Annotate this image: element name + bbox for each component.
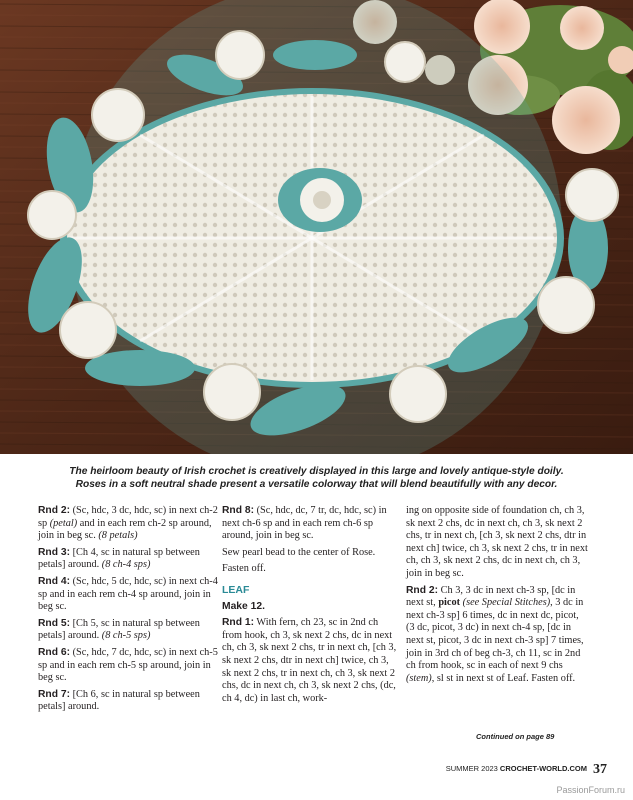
column-3 xyxy=(406,505,588,689)
round-8: Rnd 8: (Sc, hdc, dc, 7 tr, dc, hdc, sc) in next ch-6 sp and in each rem ch-6 sp around, join in beg sc. xyxy=(222,505,387,542)
fasten-off: Fasten off. xyxy=(222,563,266,575)
leaf-round-1: Rnd 1: With fern, ch 23, sc in 2nd ch from hook, ch 3, sk next 2 chs, dc in next ch, ch 3, sk next 2 chs, tr in next ch, [ch 3, sk next 2 chs, dtr in next ch] twice, ch 3, sk next 2 chs, tr in next ch, ch 3, sk next 2 chs, dc in next ch, ch 3, sk next 2 chs, (dc, ch 4, dc) in last ch, work- xyxy=(222,617,397,704)
caption-line-1: The heirloom beauty of Irish crochet is creatively displayed in this large and lovely antique-style doily. xyxy=(69,466,564,477)
leaf-round-1-continued: ing on opposite side of foundation ch, ch 3, sk next 2 chs, dc in next ch, ch 3, sk next 2 chs, tr in next ch, [ch 3, sk next 2 chs, dtr in next ch] twice, ch 3, sk next 2 chs, tr in next ch, ch 3, sk next 2 chs, dc in next ch, ch 3, join in beg sc. xyxy=(406,505,588,579)
round-6: Rnd 6: (Sc, hdc, 7 dc, hdc, sc) in next ch-5 sp and in each rem ch-5 sp around, join in beg sc. xyxy=(38,646,218,684)
issue-label: SUMMER 2023 xyxy=(445,764,500,773)
column-1 xyxy=(38,505,218,718)
round-3: Rnd 3: [Ch 4, sc in natural sp between petals] around. (8 ch-4 sps) xyxy=(38,546,200,571)
caption-line-2: Roses in a soft neutral shade present a versatile colorway that will blend beautifully with any decor. xyxy=(75,479,558,490)
make-count: Make 12. xyxy=(222,600,265,612)
round-7: Rnd 7: [Ch 6, sc in natural sp between petals] around. xyxy=(38,688,200,713)
page-number: 37 xyxy=(593,762,607,777)
watermark: PassionForum.ru xyxy=(556,785,625,795)
pearl-note: Sew pearl bead to the center of Rose. xyxy=(222,546,376,558)
leaf-heading: LEAF xyxy=(222,583,250,596)
site-name: CROCHET-WORLD.COM xyxy=(499,764,587,773)
photo-caption xyxy=(30,465,603,491)
round-2: Rnd 2: (Sc, hdc, 3 dc, hdc, sc) in next ch-2 sp (petal) and in each rem ch-2 sp around, join in beg sc. (8 petals) xyxy=(38,505,218,542)
round-4: Rnd 4: (Sc, hdc, 5 dc, hdc, sc) in next ch-4 sp and in each rem ch-4 sp around, join in beg sc. xyxy=(38,575,218,613)
round-5: Rnd 5: [Ch 5, sc in natural sp between petals] around. (8 ch-5 sps) xyxy=(38,617,200,642)
page-footer xyxy=(446,762,607,778)
leaf-round-2: Rnd 2: Ch 3, 3 dc in next ch-3 sp, [dc in next st, picot (see Special Stitches), 3 dc in next ch-3 sp] 6 times, dc in next dc, picot, (3 dc, picot, 3 dc) in next ch-4 sp, [dc in next st, picot, 3 dc in next ch-3 sp] 7 times, join in 3rd ch of beg ch-3, ch 11, sc in 2nd ch from hook, sc in each of next 9 chs (stem), sl st in next st of Leaf. Fasten off. xyxy=(406,584,584,684)
column-2 xyxy=(222,505,400,709)
continued-note: Continued on page 89 xyxy=(476,732,555,741)
